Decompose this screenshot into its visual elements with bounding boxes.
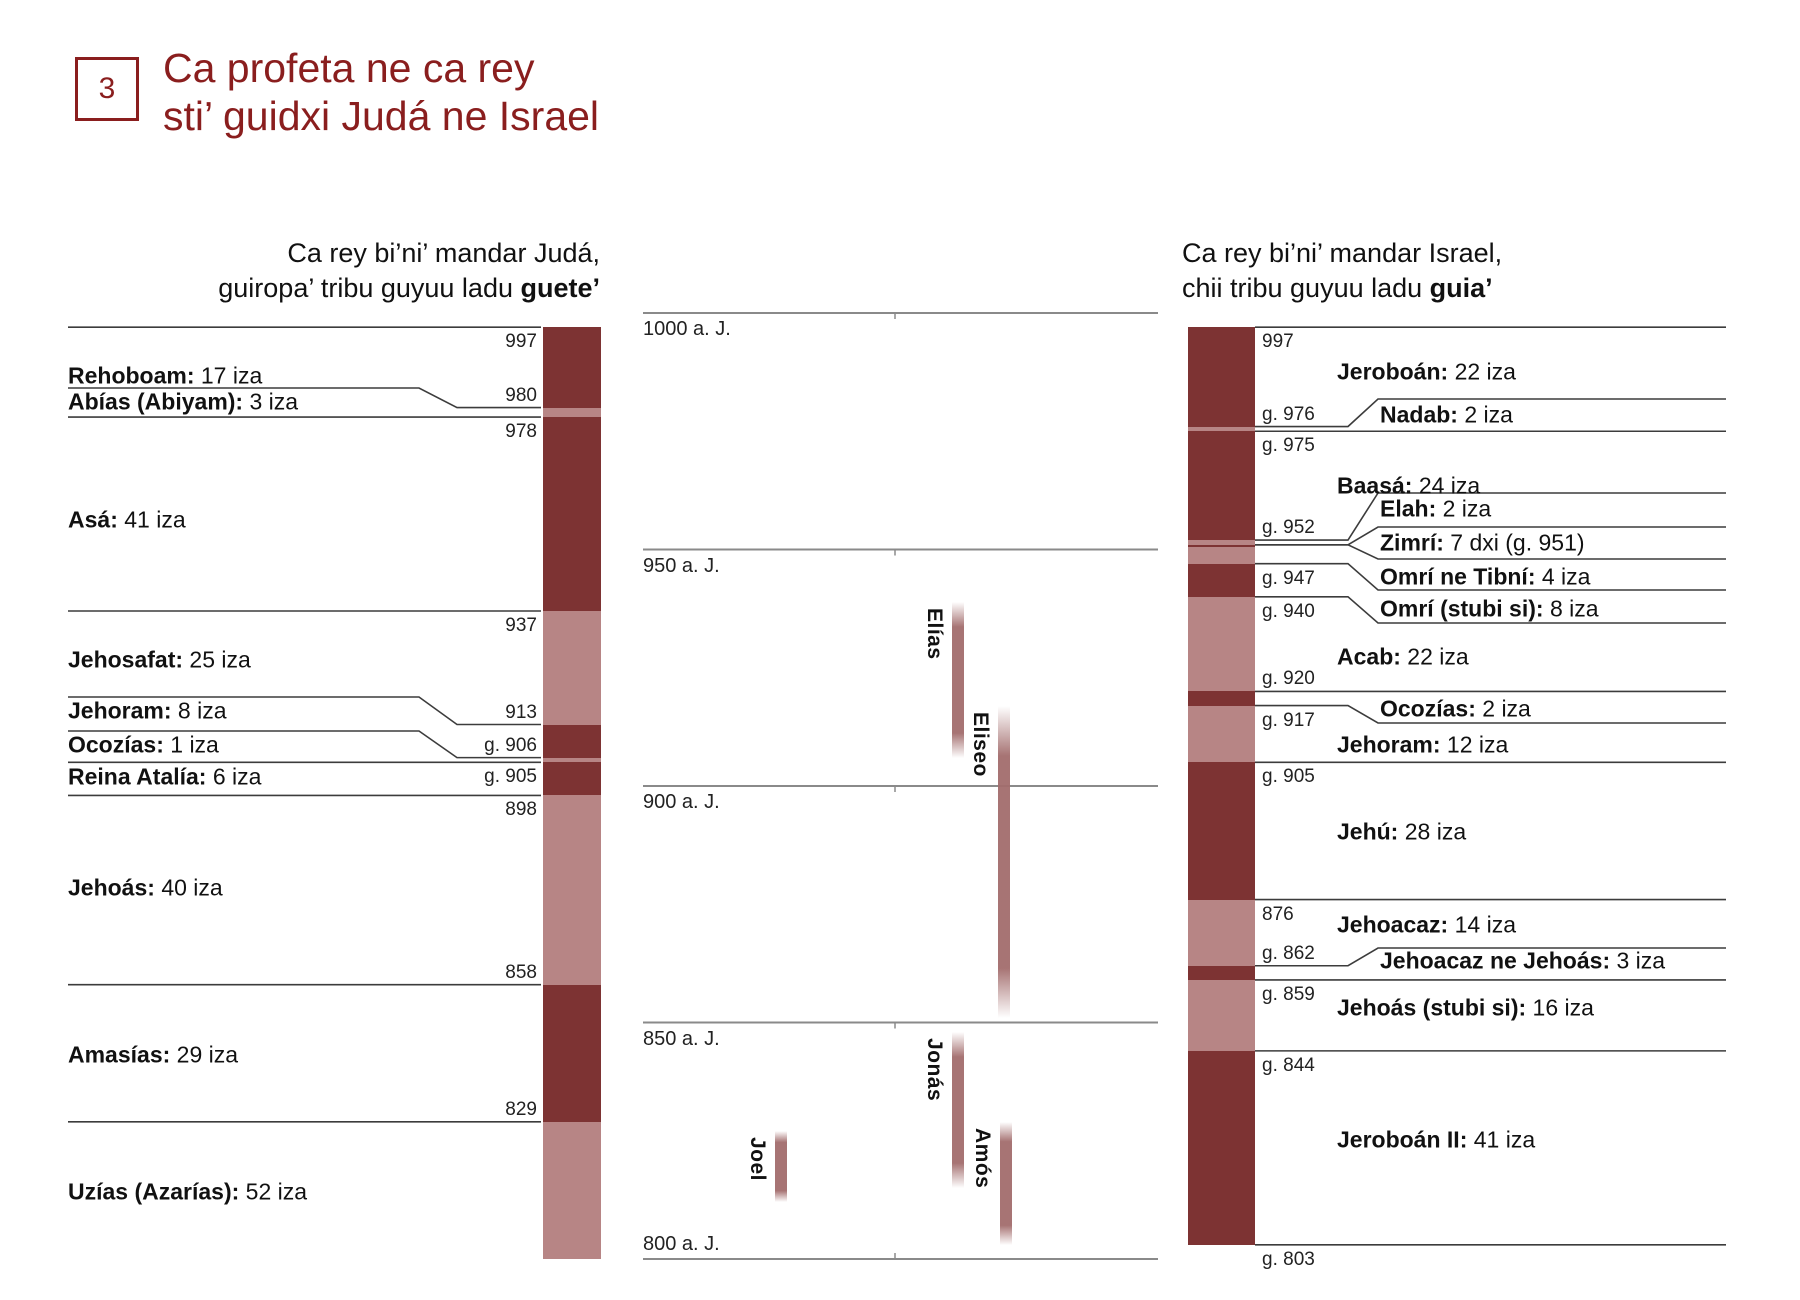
judah-reign-bar-segment	[543, 795, 601, 984]
king-name: Jehoás (stubi si):	[1337, 994, 1527, 1021]
israel-reign-bar-segment	[1188, 706, 1255, 763]
prophet-bar-elías	[952, 602, 964, 758]
king-name: Elah:	[1380, 495, 1437, 522]
king-reign-length: 17 iza	[194, 362, 263, 389]
king-row-label	[1337, 1127, 1535, 1154]
timeline-tick-label: 1000 a. J.	[643, 318, 731, 340]
king-row-label	[1380, 496, 1491, 523]
king-row-label	[1337, 732, 1508, 759]
king-name: Reina Atalía:	[68, 763, 207, 790]
king-reign-length: 29 iza	[170, 1041, 239, 1068]
prophet-label: Elías	[923, 607, 946, 660]
king-name: Jeroboán:	[1337, 358, 1449, 385]
judah-year-label: 829	[505, 1098, 537, 1120]
king-name: Nadab:	[1380, 401, 1458, 428]
king-row-label	[68, 732, 219, 759]
timeline-tick-label: 850 a. J.	[643, 1027, 720, 1050]
king-row-label	[68, 698, 227, 725]
king-name: Jehoacaz:	[1337, 911, 1449, 938]
king-reign-length: 41 iza	[117, 506, 186, 533]
king-reign-length: 7 dxi (g. 951)	[1443, 529, 1585, 556]
israel-column-header	[1182, 236, 1502, 306]
king-name: Omrí ne Tibní:	[1380, 563, 1536, 590]
judah-header-line1: Ca rey bi’ni’ mandar Judá,	[287, 238, 600, 268]
king-row-label	[68, 1042, 238, 1069]
page-title	[163, 44, 599, 140]
king-row-label	[68, 507, 186, 534]
israel-year-label: g. 844	[1262, 1054, 1315, 1076]
israel-year-label: g. 947	[1262, 567, 1315, 589]
king-row-label	[1380, 696, 1531, 723]
king-reign-length: 8 iza	[1543, 595, 1599, 622]
prophet-bar-eliseo	[998, 706, 1010, 1018]
timeline-tick-label: 900 a. J.	[643, 791, 720, 813]
king-reign-length: 16 iza	[1526, 994, 1594, 1021]
israel-reign-bar-segment	[1188, 431, 1255, 540]
king-name: Zimrí:	[1380, 529, 1444, 556]
king-row-label	[1380, 402, 1513, 429]
king-name: Jehoás:	[68, 874, 155, 901]
king-row-label	[1380, 948, 1665, 975]
timeline-tick-label: 950 a. J.	[643, 554, 720, 577]
king-name: Jehosafat:	[68, 646, 184, 673]
king-reign-length: 12 iza	[1440, 731, 1509, 758]
king-reign-length: 8 iza	[171, 697, 227, 724]
israel-header-line2-text: chii tribu guyuu ladu	[1182, 273, 1430, 303]
king-row-label	[1380, 596, 1599, 623]
israel-reign-bar-segment	[1188, 547, 1255, 564]
israel-year-label: g. 859	[1262, 983, 1315, 1005]
prophet-bar-amós	[1000, 1122, 1012, 1245]
israel-year-label: g. 976	[1262, 403, 1315, 425]
king-name: Ocozías:	[68, 731, 164, 758]
king-row-label	[1337, 359, 1516, 386]
israel-year-label: g. 920	[1262, 668, 1315, 690]
israel-year-label: g. 975	[1262, 435, 1315, 457]
judah-column-header	[218, 236, 600, 306]
israel-reign-bar-segment	[1188, 564, 1255, 597]
king-name: Acab:	[1337, 643, 1401, 670]
king-row-label	[1380, 564, 1590, 591]
judah-reign-bar-segment	[543, 408, 601, 417]
king-row-label	[68, 363, 262, 390]
israel-year-label: g. 917	[1262, 709, 1315, 731]
king-reign-length: 3 iza	[1610, 947, 1666, 974]
judah-header-line2	[218, 271, 600, 306]
king-reign-length: 25 iza	[183, 646, 251, 673]
prophet-label: Eliseo	[969, 711, 992, 777]
judah-reign-bar-segment	[543, 327, 601, 407]
king-row-label	[1337, 819, 1466, 846]
israel-reign-bar-segment	[1188, 900, 1255, 966]
israel-year-label: g. 803	[1262, 1248, 1315, 1270]
king-name: Baasá:	[1337, 472, 1413, 499]
king-row-label	[68, 1179, 307, 1206]
king-name: Ocozías:	[1380, 695, 1476, 722]
israel-reign-bar-segment	[1188, 980, 1255, 1051]
king-name: Jeroboán II:	[1337, 1126, 1468, 1153]
israel-reign-bar	[1188, 327, 1255, 1245]
israel-year-label: g. 940	[1262, 600, 1315, 622]
king-reign-length: 41 iza	[1467, 1126, 1536, 1153]
king-name: Jehú:	[1337, 818, 1399, 845]
israel-reign-bar-segment	[1188, 966, 1255, 980]
king-row-label	[1337, 995, 1594, 1022]
king-reign-length: 22 iza	[1448, 358, 1516, 385]
timeline-tick-label: 800 a. J.	[643, 1233, 720, 1255]
king-reign-length: 14 iza	[1448, 911, 1516, 938]
judah-reign-bar-segment	[543, 985, 601, 1122]
king-reign-length: 2 iza	[1475, 695, 1531, 722]
judah-year-label: 978	[505, 421, 537, 443]
israel-year-label: 997	[1262, 331, 1294, 353]
prophet-bar-jonás	[952, 1032, 964, 1188]
israel-header-line1: Ca rey bi’ni’ mandar Israel,	[1182, 238, 1503, 268]
israel-header-line2-bold: guia’	[1429, 273, 1493, 303]
king-name: Uzías (Azarías):	[68, 1178, 240, 1205]
king-name: Jehoacaz ne Jehoás:	[1380, 947, 1611, 974]
israel-year-label: g. 905	[1262, 766, 1315, 788]
israel-year-label: g. 952	[1262, 517, 1315, 539]
king-row-label	[1337, 912, 1516, 939]
king-reign-length: 28 iza	[1398, 818, 1467, 845]
king-name: Amasías:	[68, 1041, 171, 1068]
judah-year-label: 997	[505, 331, 537, 353]
king-reign-length: 2 iza	[1436, 495, 1492, 522]
prophet-label: Joel	[746, 1137, 769, 1182]
chapter-number-box	[75, 57, 139, 121]
king-name: Asá:	[68, 506, 118, 533]
israel-reign-bar-segment	[1188, 327, 1255, 426]
judah-reign-bar	[543, 327, 601, 1259]
judah-reign-bar-segment	[543, 417, 601, 611]
judah-reign-bar-segment	[543, 762, 601, 795]
judah-year-label: 898	[505, 799, 537, 821]
judah-reign-bar-segment	[543, 725, 601, 758]
israel-year-label: 876	[1262, 903, 1294, 925]
judah-year-label: g. 906	[484, 734, 537, 756]
king-row-label	[68, 764, 261, 791]
king-reign-length: 52 iza	[239, 1178, 308, 1205]
judah-year-label: 980	[505, 384, 537, 406]
judah-reign-bar-segment	[543, 1122, 601, 1259]
israel-reign-bar-segment	[1188, 762, 1255, 899]
judah-header-line2-text: guiropa’ tribu guyuu ladu	[218, 273, 521, 303]
king-reign-length: 40 iza	[154, 874, 223, 901]
judah-header-line2-bold: guete’	[520, 273, 600, 303]
king-row-label	[1380, 530, 1585, 557]
king-row-label	[1337, 644, 1469, 671]
prophet-label: Amós	[971, 1127, 994, 1189]
chapter-number: 3	[98, 72, 116, 105]
king-row-label	[68, 875, 223, 902]
king-name: Abías (Abiyam):	[68, 388, 244, 415]
king-row-label	[68, 647, 251, 674]
king-reign-length: 1 iza	[163, 731, 219, 758]
judah-year-label: 913	[505, 701, 537, 723]
judah-reign-bar-segment	[543, 611, 601, 725]
king-name: Jehoram:	[1337, 731, 1441, 758]
king-name: Jehoram:	[68, 697, 172, 724]
page-title-line2: sti’ guidxi Judá ne Israel	[163, 93, 600, 139]
prophet-bar-joel	[775, 1131, 787, 1202]
king-reign-length: 3 iza	[243, 388, 299, 415]
israel-reign-bar-segment	[1188, 1051, 1255, 1245]
judah-year-label: 937	[505, 614, 537, 636]
king-reign-length: 2 iza	[1457, 401, 1513, 428]
judah-year-label: g. 905	[484, 766, 537, 788]
king-reign-length: 22 iza	[1400, 643, 1469, 670]
king-reign-length: 24 iza	[1412, 472, 1481, 499]
king-row-label	[68, 389, 298, 416]
king-name: Omrí (stubi si):	[1380, 595, 1544, 622]
israel-reign-bar-segment	[1188, 597, 1255, 692]
king-reign-length: 6 iza	[206, 763, 262, 790]
king-reign-length: 4 iza	[1535, 563, 1591, 590]
prophet-label: Jonás	[923, 1037, 946, 1102]
israel-year-label: g. 862	[1262, 942, 1315, 964]
king-name: Rehoboam:	[68, 362, 195, 389]
judah-year-label: 858	[505, 961, 537, 983]
israel-header-line2	[1182, 271, 1502, 306]
israel-reign-bar-segment	[1188, 691, 1255, 705]
page-title-line1: Ca profeta ne ca rey	[163, 45, 535, 91]
